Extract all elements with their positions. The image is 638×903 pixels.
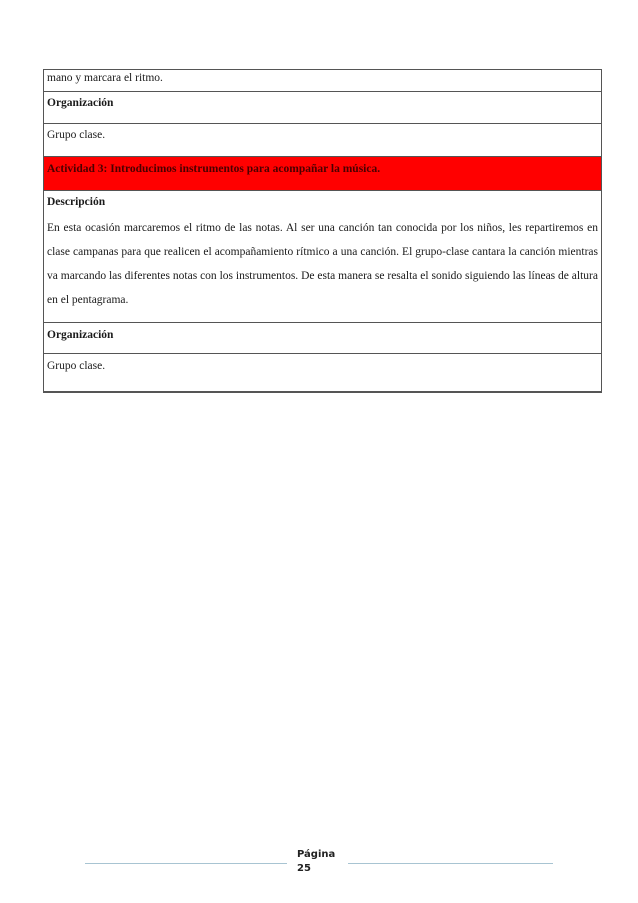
activity-table bbox=[43, 69, 602, 393]
organization-heading-2: Organización bbox=[47, 329, 114, 341]
description-body: En esta ocasión marcaremos el ritmo de las notas. Al ser una canción tan conocida por los niños, les repartiremos en clase campanas para que realicen el acompañamiento rítmico a una canción. El grupo-clase cantara la canción mientras va marcando las diferentes notas con los instrumentos. De esta manera se resalta el sonido siguiendo las líneas de altura en el pentagrama. bbox=[47, 222, 598, 306]
table-row-description bbox=[44, 191, 601, 323]
footer-rule-right bbox=[348, 863, 553, 864]
page-footer bbox=[297, 848, 347, 876]
footer-rule-left bbox=[85, 863, 287, 864]
table-row-organization-heading bbox=[44, 92, 601, 124]
table-row-organization-heading-2 bbox=[44, 323, 601, 354]
organization-heading: Organización bbox=[47, 97, 114, 109]
activity-title: Actividad 3: Introducimos instrumentos para acompañar la música. bbox=[47, 163, 381, 175]
table-row-organization-value bbox=[44, 124, 601, 157]
description-heading: Descripción bbox=[47, 196, 106, 208]
organization-value: Grupo clase. bbox=[47, 129, 106, 141]
table-row-activity-title bbox=[44, 157, 601, 191]
page-label: Página bbox=[297, 849, 336, 860]
page-number: 25 bbox=[297, 863, 311, 874]
table-row-organization-value-2 bbox=[44, 354, 601, 391]
organization-value-2: Grupo clase. bbox=[47, 360, 106, 372]
table-row-continuation bbox=[44, 70, 601, 92]
continuation-text: mano y marcara el ritmo. bbox=[47, 72, 163, 84]
